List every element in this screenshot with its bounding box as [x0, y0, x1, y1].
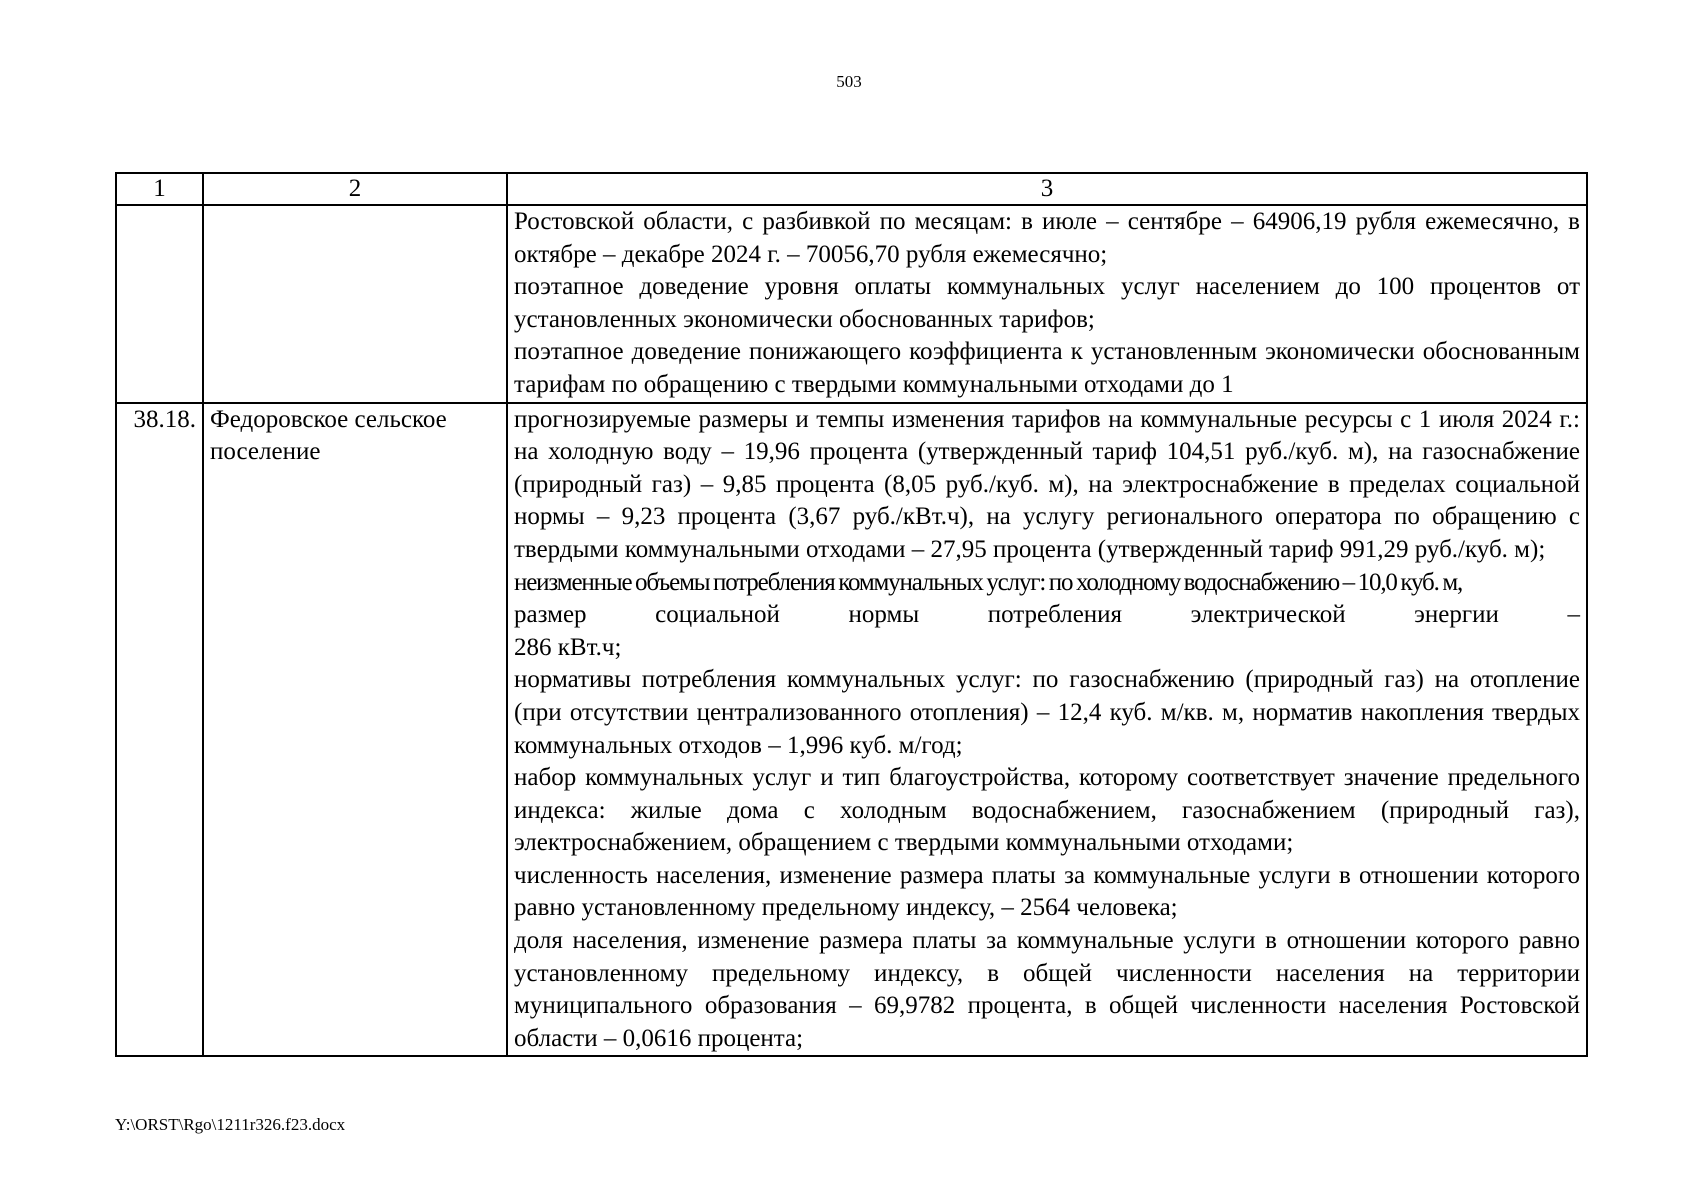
settlement-name-cell: Федоровское сельское поселение: [203, 403, 507, 1057]
column-header-1: 1: [116, 173, 203, 205]
paragraph: численность населения, изменение размера платы за коммунальные услуги в отношении которого равно установленному предельному индексу, – 2564 человека;: [514, 861, 1580, 922]
settlement-name-cell: [203, 205, 507, 403]
description-cell: [507, 205, 1587, 403]
paragraph: поэтапное доведение понижающего коэффициента к установленным экономически обоснованным тарифам по обращению с твердыми коммунальными отходами до 1: [514, 338, 1580, 398]
paragraph: набор коммунальных услуг и тип благоустройства, которому соответствует значение предельного индекса: жилые дома с холодным водоснабжением, газоснабжением (природный газ), электроснабжением, обращением с твердыми коммунальными отходами;: [514, 764, 1580, 857]
table-header-row: [116, 173, 1587, 205]
table-row: [116, 403, 1587, 1057]
paragraph: 286 кВт.ч;: [514, 633, 622, 661]
paragraph: нормативы потребления коммунальных услуг: по газоснабжению (природный газ) на отопление (при отсутствии централизованного отопления) – 12,4 куб. м/кв. м, норматив накопления твердых коммунальных отходов – 1,996 куб. м/год;: [514, 666, 1580, 759]
row-number-cell: 38.18.: [116, 403, 203, 1057]
paragraph: Ростовской области, с разбивкой по месяцам: в июле – сентябре – 64906,19 рубля ежемесячно, в октябре – декабре 2024 г. – 70056,70 рубля ежемесячно;: [514, 208, 1580, 268]
column-header-2: 2: [203, 173, 507, 205]
footer-file-path: Y:\ORST\Rgo\1211r326.f23.docx: [115, 1115, 346, 1134]
table-row: [116, 205, 1587, 403]
page-number: 503: [836, 72, 862, 91]
description-cell: [507, 403, 1587, 1057]
row-number-cell: [116, 205, 203, 403]
column-header-3: 3: [507, 173, 1587, 205]
paragraph: доля населения, изменение размера платы за коммунальные услуги в отношении которого равно установленному предельному индексу, в общей численности населения на территории муниципального образования – 69,9782 процента, в общей численности населения Ростовской области – 0,0616 процента;: [514, 927, 1580, 1052]
paragraph: неизменные объемы потребления коммунальных услуг: по холодному водоснабжению – 10,0 куб. м,: [514, 568, 1463, 596]
paragraph: прогнозируемые размеры и темпы изменения тарифов на коммунальные ресурсы с 1 июля 2024 г.: на холодную воду – 19,96 процента (утвержденный тариф 104,51 руб./куб. м), на газоснабжение (природный газ) – 9,85 процента (8,05 руб./куб. м), на электроснабжение в пределах социальной нормы – 9,23 процента (3,67 руб./кВт.ч), на услугу регионального оператора по обращению с твердыми коммунальными отходами – 27,95 процента (утвержденный тариф 991,29 руб./куб. м);: [514, 405, 1580, 563]
paragraph: размер социальной нормы потребления электрической энергии –: [514, 601, 1580, 629]
document-table: [115, 172, 1588, 1057]
paragraph: поэтапное доведение уровня оплаты коммунальных услуг населением до 100 процентов от установленных экономически обоснованных тарифов;: [514, 273, 1580, 333]
